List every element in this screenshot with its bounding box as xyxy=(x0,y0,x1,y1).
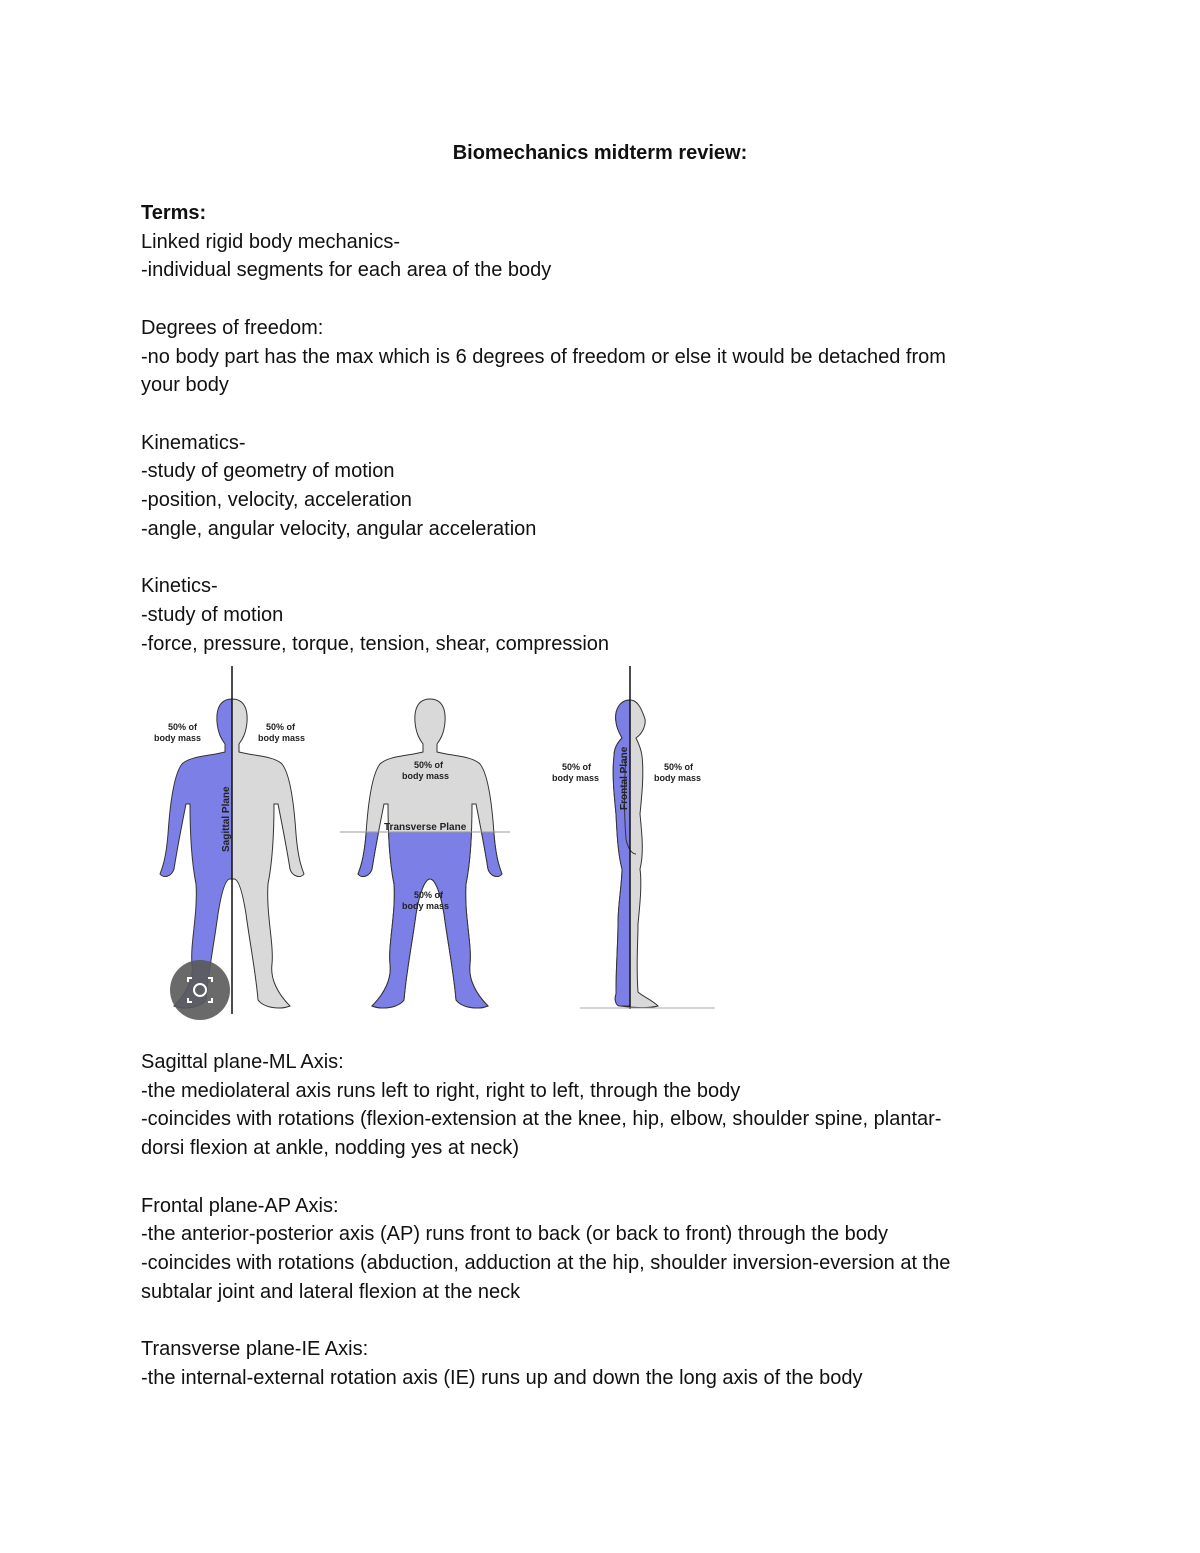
text-line: Kinetics- xyxy=(141,575,218,598)
page-title: Biomechanics midterm review: xyxy=(452,142,748,164)
transverse-top-label-1: 50% of xyxy=(414,760,444,770)
text-line: -position, velocity, acceleration xyxy=(141,489,412,511)
text-line: Terms: xyxy=(141,202,207,224)
text-line: Degrees of freedom: xyxy=(141,316,324,339)
text-line: -study of geometry of motion xyxy=(141,460,395,483)
frontal-right-label-1: 50% of xyxy=(664,762,694,772)
transverse-bottom-label-2: body mass xyxy=(402,901,450,911)
transverse-plane-figure xyxy=(340,699,510,1008)
body-planes-figure xyxy=(130,664,730,1024)
text-line: Frontal plane-AP Axis: xyxy=(141,1194,339,1217)
text-line: -angle, angular velocity, angular acceleration xyxy=(141,517,537,540)
sagittal-left-label-1: 50% of xyxy=(168,722,198,732)
sagittal-right-label-1: 50% of xyxy=(266,722,296,732)
text-line: Linked rigid body mechanics- xyxy=(141,230,401,253)
text-line: Transverse plane-IE Axis: xyxy=(141,1338,369,1360)
frontal-plane-figure xyxy=(552,666,715,1009)
sagittal-right-label-2: body mass xyxy=(258,733,306,743)
text-line: Kinematics- xyxy=(141,431,246,454)
transverse-bottom-label-1: 50% of xyxy=(414,890,444,900)
frontal-left-label-1: 50% of xyxy=(562,762,592,772)
text-line: dorsi flexion at ankle, nodding yes at neck) xyxy=(141,1137,519,1160)
transverse-plane-label: Transverse Plane xyxy=(384,822,467,833)
text-line: subtalar joint and lateral flexion at the neck xyxy=(141,1280,521,1303)
text-line: -coincides with rotations (flexion-extension at the knee, hip, elbow, shoulder spine, plantar- xyxy=(141,1108,942,1131)
sagittal-plane-label: Sagittal Plane xyxy=(221,786,232,852)
text-line: Sagittal plane-ML Axis: xyxy=(141,1051,344,1073)
frontal-left-label-2: body mass xyxy=(552,773,600,783)
frontal-right-label-2: body mass xyxy=(654,773,702,783)
text-line: -the mediolateral axis runs left to right, right to left, through the body xyxy=(141,1079,741,1102)
text-line: -no body part has the max which is 6 degrees of freedom or else it would be detached from xyxy=(141,345,946,368)
text-line: -the anterior-posterior axis (AP) runs front to back (or back to front) through the body xyxy=(141,1223,889,1246)
text-line: -the internal-external rotation axis (IE) runs up and down the long axis of the body xyxy=(141,1366,863,1389)
text-line: -individual segments for each area of the body xyxy=(141,259,552,282)
sagittal-plane-figure xyxy=(154,666,305,1020)
lens-search-icon[interactable] xyxy=(170,960,230,1020)
text-line: -study of motion xyxy=(141,603,284,626)
body-planes-diagram xyxy=(130,664,730,1024)
text-line: your body xyxy=(141,374,229,397)
sagittal-left-label-2: body mass xyxy=(154,733,202,743)
text-line: -coincides with rotations (abduction, adduction at the hip, shoulder inversion-eversion at the xyxy=(141,1251,951,1274)
frontal-plane-label: Frontal Plane xyxy=(619,746,630,810)
text-line: -force, pressure, torque, tension, shear, compression xyxy=(141,632,610,655)
transverse-top-label-2: body mass xyxy=(402,771,450,781)
